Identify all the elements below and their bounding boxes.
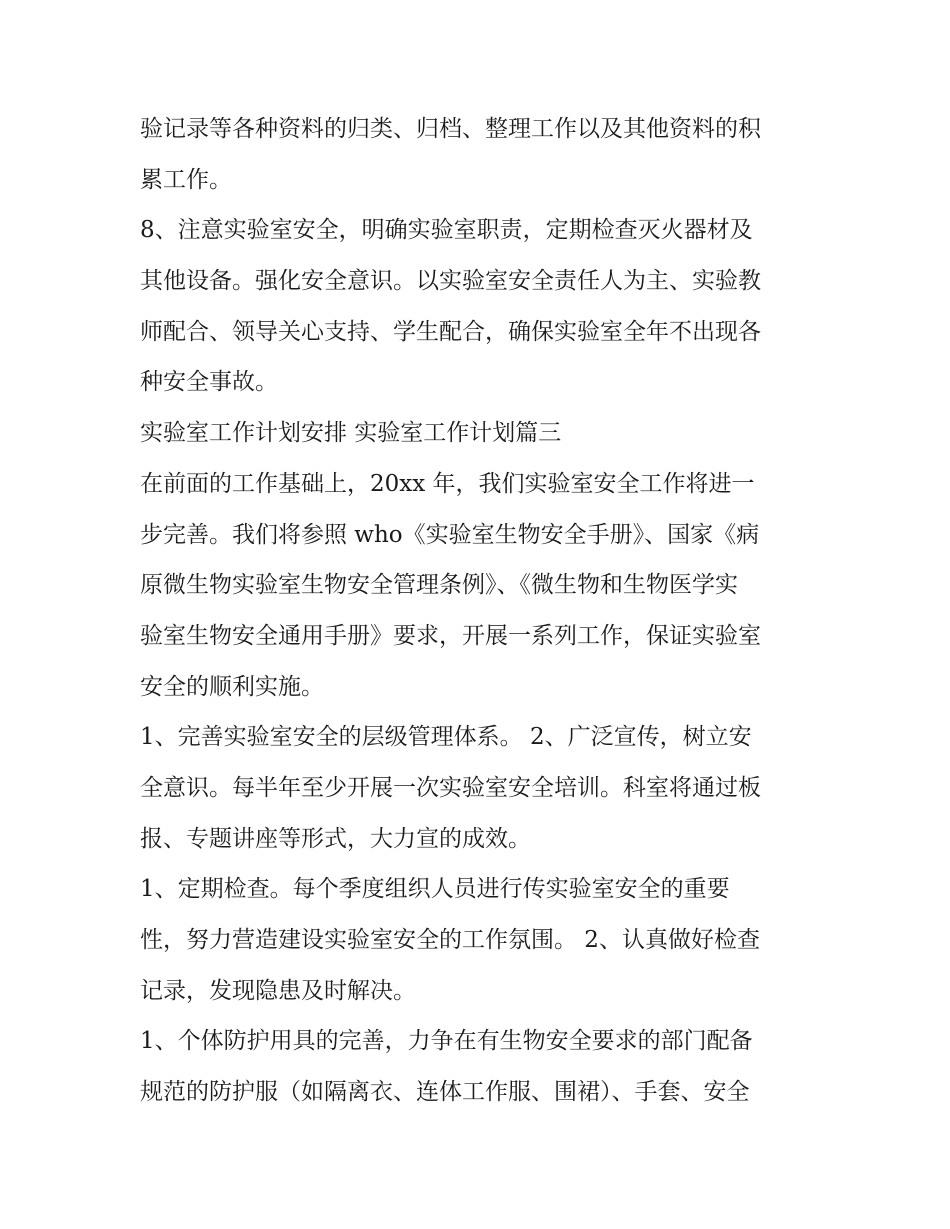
text-line: 规范的防护服（如隔离衣、连体工作服、围裙）、手套、安全 (140, 1079, 750, 1106)
text-line: 1、定期检查。每个季度组织人员进行传实验室安全的重要 (140, 876, 730, 903)
text-line: 8、注意实验室安全，明确实验室职责，定期检查灭火器材及 (140, 217, 753, 244)
text-line: 1、个体防护用具的完善，力争在有生物安全要求的部门配备 (140, 1028, 753, 1055)
text-line: 种安全事故。 (140, 369, 278, 396)
text-line: 累工作。 (140, 166, 232, 193)
text-line: 报、专题讲座等形式，大力宣的成效。 (140, 825, 531, 852)
text-line: 其他设备。强化安全意识。以实验室安全责任人为主、实验教 (140, 268, 761, 295)
text-line: 验室生物安全通用手册》要求，开展一系列工作，保证实验室 (140, 622, 761, 649)
text-line: 步完善。我们将参照 who《实验室生物安全手册》、国家《病 (140, 521, 760, 548)
text-line: 师配合、领导关心支持、学生配合，确保实验室全年不出现各 (140, 318, 761, 345)
text-line: 1、完善实验室安全的层级管理体系。 2、广泛宣传，树立安 (140, 724, 752, 751)
text-line: 安全的顺利实施。 (140, 673, 324, 700)
text-line: 性，努力营造建设实验室安全的工作氛围。 2、认真做好检查 (140, 927, 760, 953)
text-line: 在前面的工作基础上，20xx 年，我们实验室安全工作将进一 (140, 470, 755, 497)
text-line: 验记录等各种资料的归类、归档、整理工作以及其他资料的积 (140, 116, 761, 142)
section-heading: 实验室工作计划安排 实验室工作计划篇三 (140, 420, 562, 447)
text-line: 全意识。每半年至少开展一次实验室安全培训。科室将通过板 (140, 774, 761, 801)
text-line: 记录，发现隐患及时解决。 (140, 977, 416, 1004)
document-body (140, 104, 820, 1118)
text-line: 原微生物实验室生物安全管理条例》、《微生物和生物医学实 (140, 572, 738, 599)
